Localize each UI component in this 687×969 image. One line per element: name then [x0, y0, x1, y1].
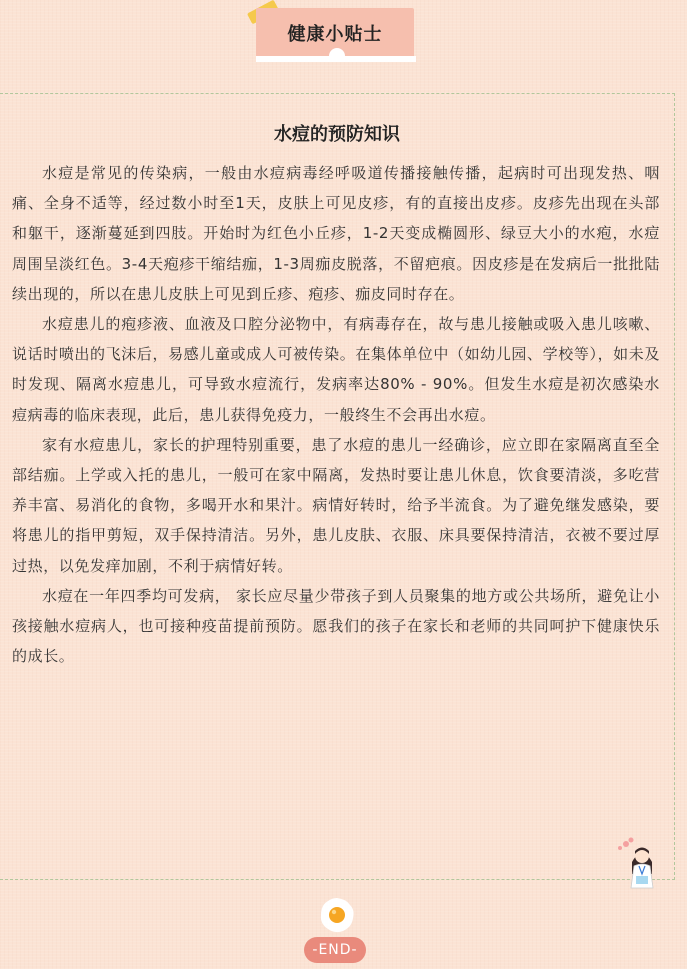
paragraph: 水痘患儿的疱疹液、血液及口腔分泌物中，有病毒存在，故与患儿接触或吸入患儿咳嗽、说话时喷出的飞沫后，易感儿童或成人可被传染。在集体单位中（如幼儿园、学校等），如未及时发现、隔离水痘患儿，可导致水痘流行，发病率达80% - 90%。但发生水痘是初次感染水痘病毒的临床表现，此后，患儿获得免疫力，一般终生不会再出水痘。 — [12, 315, 660, 424]
header-dot-decoration — [329, 48, 345, 58]
section-header-label: 健康小贴士 — [287, 24, 383, 45]
end-badge-label: -END- — [312, 942, 358, 958]
article-title: 水痘的预防知识 — [274, 124, 400, 145]
nurse-illustration-icon — [614, 834, 670, 890]
fried-egg-icon — [318, 896, 356, 934]
paragraph: 水痘在一年四季均可发病， 家长应尽量少带孩子到人员聚集的地方或公共场所，避免让小孩接触水痘病人，也可接种疫苗提前预防。愿我们的孩子在家长和老师的共同呵护下健康快乐的成长。 — [12, 586, 660, 666]
paragraph: 家有水痘患儿，家长的护理特别重要，患了水痘的患儿一经确诊，应立即在家隔离直至全部结痂。上学或入托的患儿，一般可在家中隔离，发热时要让患儿休息，饮食要清淡，多吃营养丰富、易消化的食物，多喝开水和果汁。病情好转时，给予半流食。为了避免继发感染，要将患儿的指甲剪短，双手保持清洁。另外，患儿皮肤、衣服、床具要保持清洁，衣被不要过厚过热，以免发痒加剧，不利于病情好转。 — [12, 435, 660, 575]
paragraph: 水痘是常见的传染病，一般由水痘病毒经呼吸道传播接触传播，起病时可出现发热、咽痛、全身不适等，经过数小时至1天，皮肤上可见皮疹，有的直接出皮疹。皮疹先出现在头部和躯干，逐渐蔓延到四肢。开始时为红色小丘疹，1-2天变成椭圆形、绿豆大小的水疱，水痘周围呈淡红色。3-4天疱疹干缩结痂，1-3周痂皮脱落，不留疤痕。因皮疹是在发病后一批批陆续出现的，所以在患儿皮肤上可见到丘疹、疱疹、痂皮同时存在。 — [12, 164, 660, 303]
end-badge — [304, 937, 366, 963]
article-body — [12, 158, 660, 671]
